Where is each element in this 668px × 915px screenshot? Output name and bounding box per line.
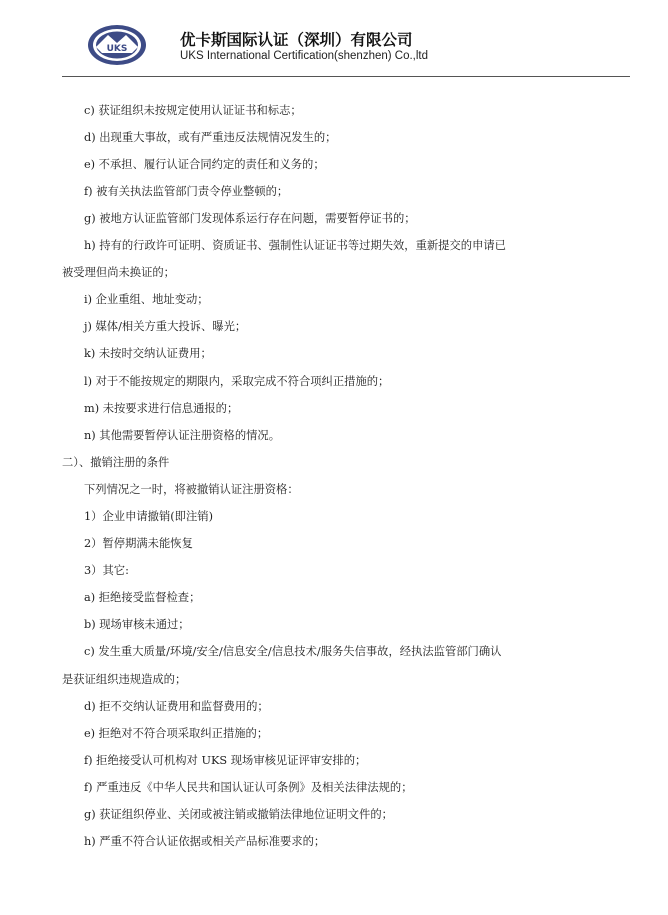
clause-line: l) 对于不能按规定的期限内，采取完成不符合项纠正措施的； bbox=[84, 375, 390, 388]
clause-line: a) 拒绝接受监督检查； bbox=[84, 591, 201, 604]
clause-line: k) 未按时交纳认证费用； bbox=[84, 347, 212, 360]
clause-line: e) 拒绝对不符合项采取纠正措施的； bbox=[84, 727, 269, 740]
clause-line: d) 出现重大事故，或有严重违反法规情况发生的； bbox=[84, 131, 337, 144]
clause-line: n) 其他需要暂停认证注册资格的情况。 bbox=[84, 429, 281, 442]
clause-line-continued: 被受理但尚未换证的； bbox=[62, 266, 175, 279]
header-rule bbox=[62, 76, 630, 77]
clause-line: e) 不承担、履行认证合同约定的责任和义务的； bbox=[84, 158, 325, 171]
clause-line-continued: 是获证组织违规造成的； bbox=[62, 673, 187, 686]
clause-line: h) 持有的行政许可证明、资质证书、强制性认证证书等过期失效，重新提交的申请已 bbox=[84, 239, 506, 252]
clause-line: m) 未按要求进行信息通报的； bbox=[84, 402, 239, 415]
clause-line: g) 获证组织停业、关闭或被注销或撤销法律地位证明文件的； bbox=[84, 808, 393, 821]
clause-line: h) 严重不符合认证依据或相关产品标准要求的； bbox=[84, 835, 326, 848]
clause-line: b) 现场审核未通过； bbox=[84, 618, 190, 631]
clause-line: f) 被有关执法监管部门责令停业整顿的； bbox=[84, 185, 289, 198]
clause-line: 3）其它: bbox=[84, 564, 129, 577]
svg-text:UKS: UKS bbox=[106, 44, 128, 54]
clause-line: i) 企业重组、地址变动； bbox=[84, 293, 209, 306]
clause-line: c) 获证组织未按规定使用认证证书和标志； bbox=[84, 104, 302, 117]
uks-logo bbox=[86, 23, 148, 67]
clause-line: 2）暂停期满未能恢复 bbox=[84, 537, 193, 550]
clause-line: c) 发生重大质量/环境/安全/信息安全/信息技术/服务失信事故，经执法监管部门确认 bbox=[84, 645, 502, 658]
clause-line: d) 拒不交纳认证费用和监督费用的； bbox=[84, 700, 269, 713]
clause-line: 1）企业申请撤销(即注销) bbox=[84, 510, 213, 523]
company-name-en: UKS International Certification(shenzhen) Co.,ltd bbox=[180, 50, 429, 62]
clause-line: f) 严重违反《中华人民共和国认证认可条例》及相关法律法规的； bbox=[84, 781, 413, 794]
clause-line: j) 媒体/相关方重大投诉、曝光； bbox=[84, 320, 247, 333]
company-name-cn: 优卡斯国际认证（深圳）有限公司 bbox=[180, 31, 413, 49]
clause-line: g) 被地方认证监管部门发现体系运行存在问题，需要暂停证书的； bbox=[84, 212, 416, 225]
clause-line: 下列情况之一时，将被撤销认证注册资格： bbox=[84, 483, 299, 496]
section-heading: 二）、撤销注册的条件 bbox=[62, 456, 170, 469]
page-header bbox=[0, 0, 668, 80]
clause-line: f) 拒绝接受认可机构对 UKS 现场审核见证评审安排的； bbox=[84, 754, 367, 767]
